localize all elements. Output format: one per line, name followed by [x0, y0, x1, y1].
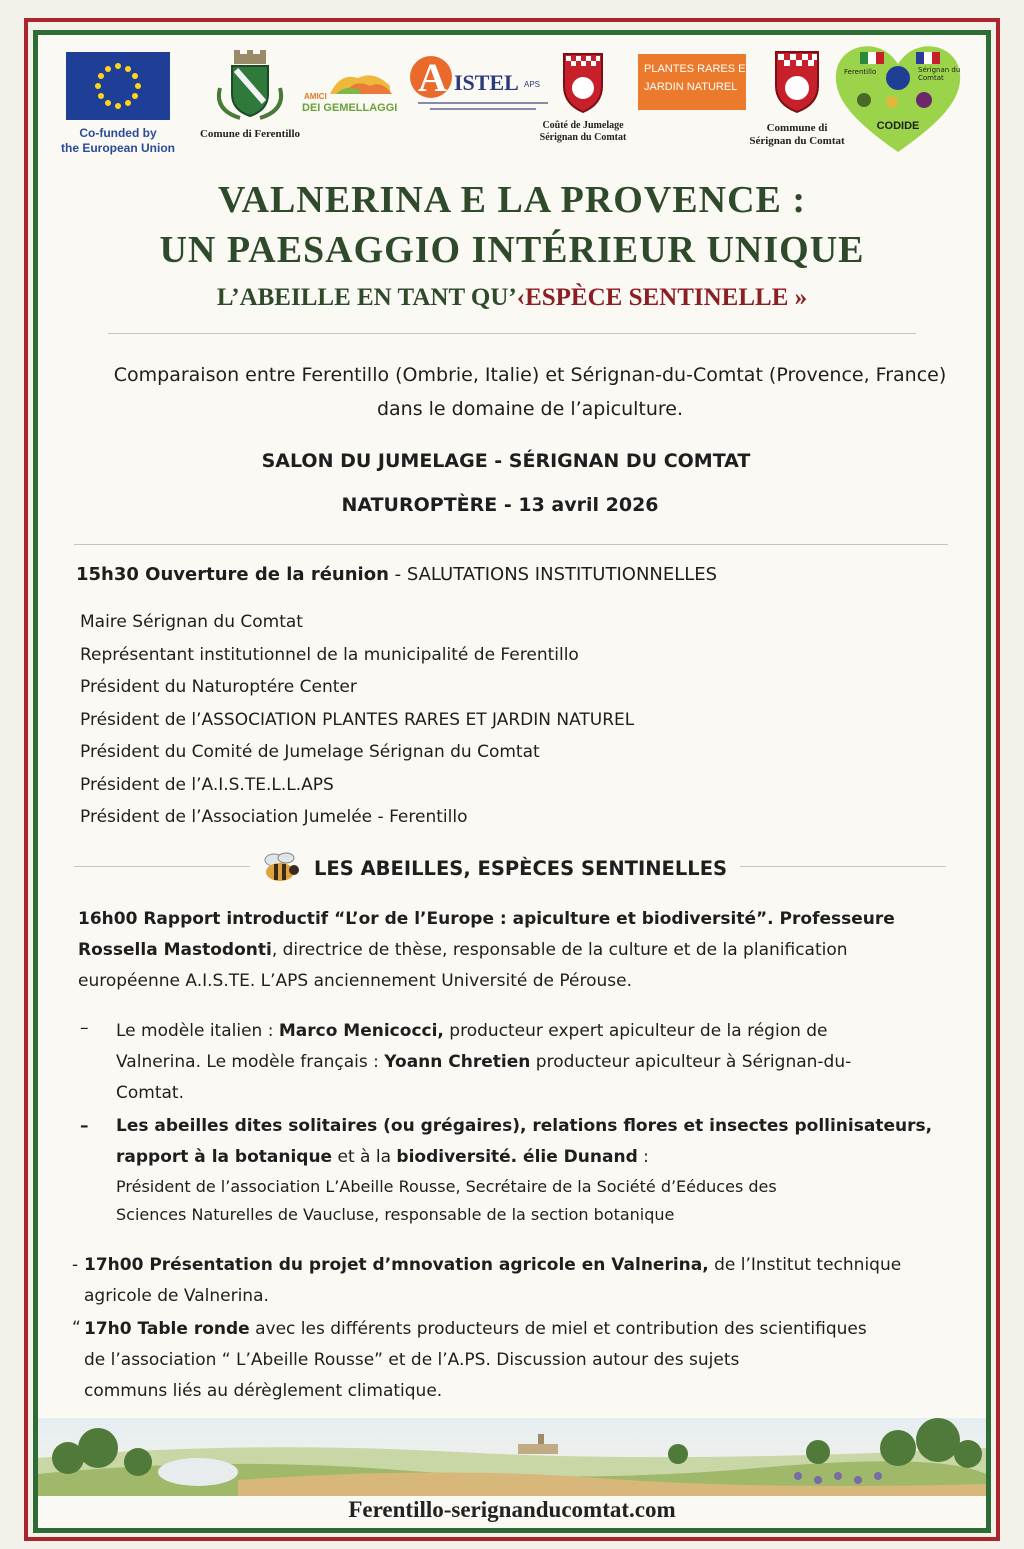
- eu-caption-line2: the European Union: [61, 141, 175, 155]
- aistel-tagline-2: [430, 108, 536, 110]
- talk1-line1: 16h00 Rapport introductif “L’or de l’Europe : apiculture et biodiversité”. Professeure: [78, 909, 895, 929]
- codide-left-label: Ferentillo: [844, 68, 877, 76]
- bee-icon: [258, 850, 304, 886]
- subtitle: [0, 284, 1024, 312]
- talk2-bold: 17h00 Présentation du projet d’mnovation agricole en Valnerina,: [84, 1255, 709, 1275]
- bullet2-line4: Sciences Naturelles de Vaucluse, responsable de la section botanique: [116, 1205, 675, 1224]
- footer-url[interactable]: Ferentillo-serignanducomtat.com: [348, 1497, 676, 1522]
- speaker-item: Président du Naturoptére Center: [80, 677, 357, 697]
- bullet2-l2d: :: [637, 1147, 649, 1167]
- serignan-caption-line1: Commune di: [766, 122, 828, 134]
- eu-flag-icon: [66, 52, 170, 120]
- plantes-line2: JARDIN NATUREL: [644, 81, 738, 93]
- talk3-bold: 17h0 Table ronde: [84, 1319, 250, 1339]
- bullet1-line2: [116, 1047, 956, 1078]
- aistel-letter: A: [418, 55, 447, 100]
- gemellaggi-text: DEI GEMELLAGGI: [302, 102, 398, 114]
- section-heading: [258, 850, 727, 886]
- bullet2-l2c: biodiversité. élie Dunand: [396, 1147, 638, 1167]
- talk3-line2: de l’association “ L’Abeille Rousse” et de l’A.PS. Discussion autour des sujets: [84, 1350, 740, 1370]
- speaker-item: Maire Sérignan du Comtat: [80, 612, 303, 632]
- talk2-dash: -: [72, 1255, 79, 1275]
- eu-caption: [52, 126, 184, 156]
- aistel-aps: APS: [524, 80, 541, 89]
- bullet1-l2a: Valnerina. Le modèle français :: [116, 1052, 385, 1072]
- bullet2-line1: Les abeilles dites solitaires (ou grégaires), relations flores et insectes pollinisateurs,: [116, 1116, 933, 1136]
- plantes-rares-logo: [638, 54, 753, 110]
- bullet1-l1a: Le modèle italien :: [116, 1021, 279, 1041]
- divider-middle: [74, 544, 948, 545]
- opening-time-title: 15h30 Ouverture de la réunion: [76, 564, 389, 585]
- intro-text: [60, 358, 1000, 426]
- bullet1-l1c: producteur expert apiculteur de la région de: [443, 1021, 828, 1041]
- title-line1: VALNERINA E LA PROVENCE :: [217, 179, 807, 221]
- talk2-line1: [84, 1250, 964, 1281]
- landscape-illustration: [38, 1418, 986, 1496]
- bullet1-line1: [116, 1016, 956, 1047]
- bullet2-line2: [116, 1142, 956, 1173]
- talk1-line2-rest: , directrice de thèse, responsable de la culture et de la planification: [271, 940, 848, 960]
- talk2-line2: agricole de Valnerina.: [84, 1286, 269, 1306]
- speaker-item: Président de l’A.I.S.TE.L.L.APS: [80, 774, 334, 795]
- talk2: [84, 1250, 964, 1312]
- bullet1-l2c: producteur apiculteur à Sérignan-du-: [530, 1052, 852, 1072]
- talk3-rest: avec les différents producteurs de miel et contribution des scientifiques: [249, 1319, 867, 1339]
- codide-right-label: Sérignan du Comtat: [918, 66, 961, 82]
- bullet1-line3: Comtat.: [116, 1083, 184, 1103]
- aistel-name: ISTEL: [454, 70, 519, 95]
- comite-caption-line2: Sérignan du Comtat: [539, 132, 627, 143]
- bullet2-dash: –: [80, 1116, 89, 1136]
- speaker-item: Président de l’Association Jumelée - Ferentillo: [80, 807, 468, 827]
- codide-logo: [832, 42, 964, 156]
- opening-line: [76, 564, 717, 585]
- bullet2-line3: Président de l’association L’Abeille Rousse, Secrétaire de la Société d’Eéduces des: [116, 1177, 777, 1196]
- divider-section-right: [740, 866, 946, 867]
- bullet2: [116, 1111, 956, 1229]
- talk1: [78, 904, 958, 997]
- title-line2: UN PAESAGGIO INTÉRIEUR UNIQUE: [159, 229, 865, 271]
- logo-strip: [52, 42, 972, 162]
- ferentillo-logo: [190, 50, 310, 150]
- event-venue: SALON DU JUMELAGE - SÉRIGNAN DU COMTAT: [261, 450, 751, 472]
- subtitle-part-b: ‹ESPÈCE SENTINELLE »: [516, 284, 808, 311]
- talk2-rest: de l’Institut technique: [708, 1255, 902, 1275]
- speaker-item: Président de l’ASSOCIATION PLANTES RARES ET JARDIN NATUREL: [80, 709, 635, 730]
- bullet1: [116, 1016, 956, 1109]
- event-date: NATUROPTÈRE - 13 avril 2026: [341, 494, 659, 516]
- eu-logo: [52, 42, 184, 162]
- divider-top: [108, 333, 916, 334]
- bullet2-l2a: rapport à la botanique: [116, 1147, 333, 1167]
- talk3-line3: communs liés au dérèglement climatique.: [84, 1381, 443, 1401]
- eu-caption-line1: Co-funded by: [79, 126, 157, 140]
- talk3: [84, 1314, 964, 1407]
- speaker-item: Représentant institutionnel de la municipalité de Ferentillo: [80, 644, 579, 665]
- ferentillo-caption: Comune di Ferentillo: [199, 128, 300, 140]
- comite-logo: [528, 52, 638, 152]
- talk3-mark: “: [72, 1318, 81, 1338]
- plantes-line1: PLANTES RARES ET: [644, 63, 753, 75]
- codide-heart-icon: [832, 42, 964, 156]
- comite-shield-icon: [528, 52, 638, 114]
- comite-caption-line1: Coûté de Jumelage: [542, 120, 624, 131]
- comite-caption: [528, 120, 638, 144]
- ferentillo-crest-icon: [190, 50, 310, 122]
- talk1-line3: européenne A.I.S.TE. L’APS anciennement Université de Pérouse.: [78, 971, 633, 991]
- speaker-item: Président du Comité de Jumelage Sérignan du Comtat: [80, 742, 540, 762]
- gemellaggi-logo: [300, 64, 400, 124]
- serignan-caption-line2: Sérignan du Comtat: [749, 135, 845, 147]
- divider-section-left: [74, 866, 250, 867]
- intro-line1: Comparaison entre Ferentillo (Ombrie, Italie) et Sérignan-du-Comtat (Provence, France): [113, 364, 947, 386]
- codide-label: CODIDE: [876, 120, 920, 132]
- bullet1-l1b: Marco Menicocci,: [278, 1021, 444, 1041]
- talk1-line2: [78, 935, 958, 966]
- talk1-name: Rossella Mastodonti: [78, 940, 272, 960]
- bullet2-l2b: et à la: [332, 1147, 397, 1167]
- speaker-list: [80, 606, 634, 834]
- intro-line2: dans le domaine de l’apiculture.: [376, 398, 684, 420]
- subtitle-part-a: L’ABEILLE EN TANT QU’: [216, 284, 517, 311]
- bullet1-l2b: Yoann Chretien: [384, 1052, 531, 1072]
- opening-rest: - SALUTATIONS INSTITUTIONNELLES: [388, 564, 718, 585]
- talk3-line1: [84, 1314, 964, 1345]
- section-title: LES ABEILLES, ESPÈCES SENTINELLES: [314, 856, 728, 880]
- gemellaggi-small-text: AMICI: [304, 92, 327, 101]
- bullet1-dash: –: [80, 1018, 89, 1038]
